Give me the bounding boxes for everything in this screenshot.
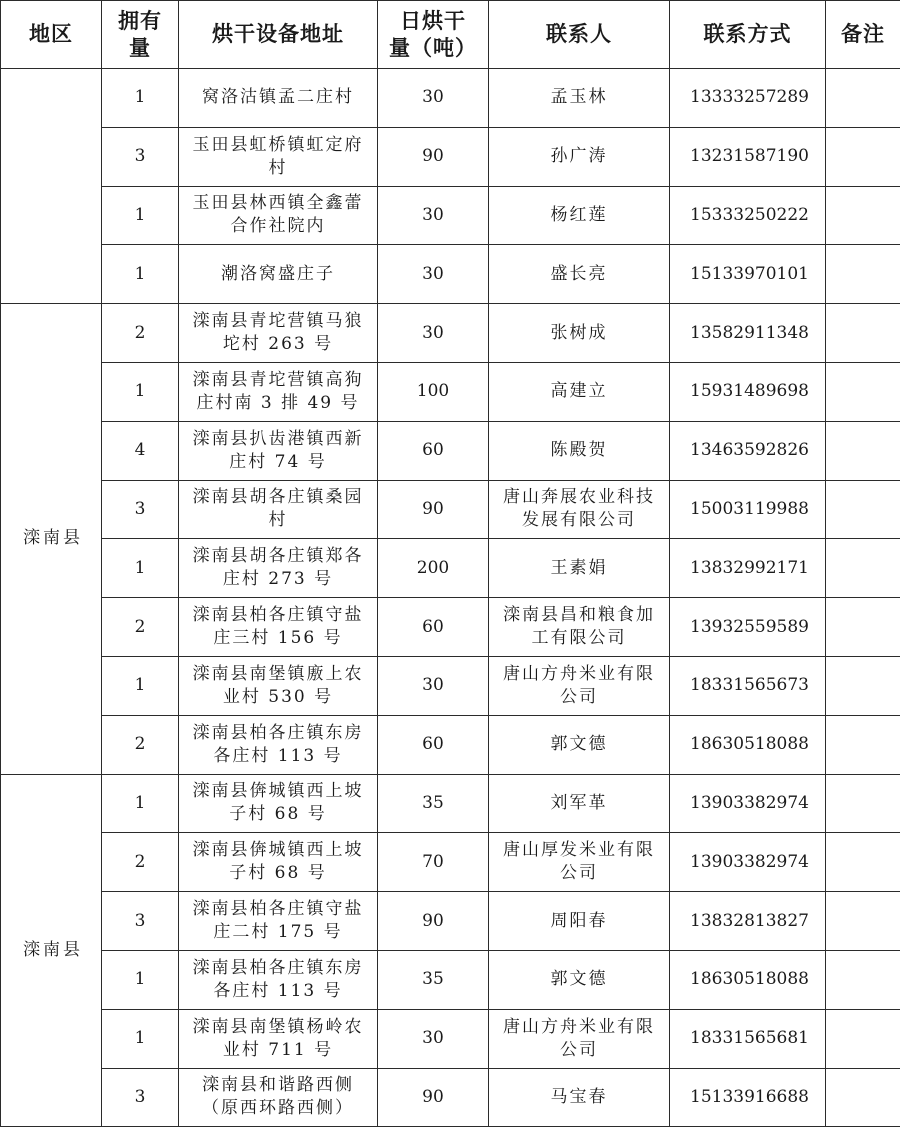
count-cell: 3: [102, 1068, 179, 1127]
header-capacity-line1: 日烘干: [400, 8, 466, 33]
table-row: [1, 892, 900, 951]
count-cell: 3: [102, 892, 179, 951]
count-cell: 1: [102, 950, 179, 1009]
note-cell: [826, 304, 900, 363]
table-row: [1, 1068, 900, 1127]
count-cell: 2: [102, 715, 179, 774]
capacity-cell: 30: [378, 69, 489, 128]
contact-cell: 郭文德: [489, 950, 670, 1009]
address-cell: 滦南县青坨营镇高狗庄村南 3 排 49 号: [179, 362, 378, 421]
contact-cell: 刘军革: [489, 774, 670, 833]
address-cell: 滦南县柏各庄镇东房各庄村 113 号: [179, 715, 378, 774]
address-cell: 玉田县林西镇全鑫蕾合作社院内: [179, 186, 378, 245]
contact-cell: 高建立: [489, 362, 670, 421]
table-row: [1, 69, 900, 128]
phone-cell: 13932559589: [670, 598, 826, 657]
table-body: [1, 69, 900, 1127]
phone-cell: 15931489698: [670, 362, 826, 421]
phone-cell: 13903382974: [670, 774, 826, 833]
count-cell: 1: [102, 656, 179, 715]
table-row: [1, 304, 900, 363]
address-cell: 滦南县胡各庄镇桑园村: [179, 480, 378, 539]
contact-cell: 张树成: [489, 304, 670, 363]
phone-cell: 15333250222: [670, 186, 826, 245]
table-row: [1, 245, 900, 304]
address-cell: 滦南县胡各庄镇郑各庄村 273 号: [179, 539, 378, 598]
phone-cell: 13832992171: [670, 539, 826, 598]
phone-cell: 18331565681: [670, 1009, 826, 1068]
contact-cell: 孟玉林: [489, 69, 670, 128]
note-cell: [826, 127, 900, 186]
note-cell: [826, 1068, 900, 1127]
contact-cell: 郭文德: [489, 715, 670, 774]
count-cell: 3: [102, 480, 179, 539]
phone-cell: 18630518088: [670, 715, 826, 774]
table-header: [1, 1, 900, 69]
capacity-cell: 100: [378, 362, 489, 421]
phone-cell: 15133970101: [670, 245, 826, 304]
count-cell: 1: [102, 245, 179, 304]
header-address: 烘干设备地址: [179, 1, 378, 69]
count-cell: 1: [102, 69, 179, 128]
note-cell: [826, 186, 900, 245]
count-cell: 2: [102, 304, 179, 363]
header-region: 地区: [1, 1, 102, 69]
address-cell: 滦南县柏各庄镇守盐庄三村 156 号: [179, 598, 378, 657]
contact-cell: 周阳春: [489, 892, 670, 951]
note-cell: [826, 69, 900, 128]
capacity-cell: 90: [378, 892, 489, 951]
capacity-cell: 60: [378, 421, 489, 480]
note-cell: [826, 480, 900, 539]
phone-cell: 13333257289: [670, 69, 826, 128]
capacity-cell: 30: [378, 245, 489, 304]
table-row: [1, 774, 900, 833]
header-contact: 联系人: [489, 1, 670, 69]
header-note: 备注: [826, 1, 900, 69]
count-cell: 4: [102, 421, 179, 480]
contact-cell: 唐山奔展农业科技发展有限公司: [489, 480, 670, 539]
table-row: [1, 715, 900, 774]
header-count: [102, 1, 179, 69]
header-count-line1: 拥有: [118, 8, 162, 33]
capacity-cell: 30: [378, 656, 489, 715]
contact-cell: 杨红莲: [489, 186, 670, 245]
count-cell: 1: [102, 539, 179, 598]
table-row: [1, 1009, 900, 1068]
capacity-cell: 90: [378, 480, 489, 539]
capacity-cell: 70: [378, 833, 489, 892]
header-capacity: [378, 1, 489, 69]
header-phone: 联系方式: [670, 1, 826, 69]
phone-cell: 15133916688: [670, 1068, 826, 1127]
count-cell: 1: [102, 186, 179, 245]
capacity-cell: 60: [378, 715, 489, 774]
table-row: [1, 421, 900, 480]
table-row: [1, 480, 900, 539]
note-cell: [826, 656, 900, 715]
phone-cell: 13832813827: [670, 892, 826, 951]
capacity-cell: 90: [378, 127, 489, 186]
contact-cell: 盛长亮: [489, 245, 670, 304]
contact-cell: 唐山方舟米业有限公司: [489, 1009, 670, 1068]
address-cell: 滦南县柏各庄镇守盐庄二村 175 号: [179, 892, 378, 951]
address-cell: 潮洛窝盛庄子: [179, 245, 378, 304]
capacity-cell: 200: [378, 539, 489, 598]
table-row: [1, 833, 900, 892]
count-cell: 1: [102, 1009, 179, 1068]
phone-cell: 13231587190: [670, 127, 826, 186]
address-cell: 玉田县虹桥镇虹定府村: [179, 127, 378, 186]
contact-cell: 唐山厚发米业有限公司: [489, 833, 670, 892]
capacity-cell: 30: [378, 304, 489, 363]
address-cell: 滦南县南堡镇廒上农业村 530 号: [179, 656, 378, 715]
region-cell: [1, 69, 102, 304]
table-row: [1, 539, 900, 598]
capacity-cell: 90: [378, 1068, 489, 1127]
address-cell: 滦南县南堡镇杨岭农业村 711 号: [179, 1009, 378, 1068]
phone-cell: 15003119988: [670, 480, 826, 539]
note-cell: [826, 950, 900, 1009]
address-cell: 滦南县扒齿港镇西新庄村 74 号: [179, 421, 378, 480]
table-row: [1, 950, 900, 1009]
header-count-line2: 量: [129, 35, 151, 60]
table-row: [1, 127, 900, 186]
capacity-cell: 35: [378, 950, 489, 1009]
count-cell: 3: [102, 127, 179, 186]
capacity-cell: 60: [378, 598, 489, 657]
note-cell: [826, 421, 900, 480]
contact-cell: 孙广涛: [489, 127, 670, 186]
address-cell: 滦南县和谐路西侧（原西环路西侧）: [179, 1068, 378, 1127]
address-cell: 滦南县柏各庄镇东房各庄村 113 号: [179, 950, 378, 1009]
region-cell: 滦南县: [1, 774, 102, 1127]
count-cell: 1: [102, 774, 179, 833]
capacity-cell: 35: [378, 774, 489, 833]
table-row: [1, 598, 900, 657]
contact-cell: 马宝春: [489, 1068, 670, 1127]
address-cell: 窝洛沽镇孟二庄村: [179, 69, 378, 128]
header-row: [1, 1, 900, 69]
note-cell: [826, 892, 900, 951]
phone-cell: 13903382974: [670, 833, 826, 892]
note-cell: [826, 362, 900, 421]
contact-cell: 唐山方舟米业有限公司: [489, 656, 670, 715]
phone-cell: 18331565673: [670, 656, 826, 715]
note-cell: [826, 715, 900, 774]
capacity-cell: 30: [378, 186, 489, 245]
note-cell: [826, 833, 900, 892]
address-cell: 滦南县青坨营镇马狼坨村 263 号: [179, 304, 378, 363]
phone-cell: 18630518088: [670, 950, 826, 1009]
region-cell: 滦南县: [1, 304, 102, 774]
count-cell: 2: [102, 598, 179, 657]
phone-cell: 13582911348: [670, 304, 826, 363]
count-cell: 1: [102, 362, 179, 421]
count-cell: 2: [102, 833, 179, 892]
table-row: [1, 186, 900, 245]
header-capacity-line2: 量（吨）: [389, 35, 477, 60]
phone-cell: 13463592826: [670, 421, 826, 480]
table-row: [1, 656, 900, 715]
table-row: [1, 362, 900, 421]
note-cell: [826, 245, 900, 304]
contact-cell: 滦南县昌和粮食加工有限公司: [489, 598, 670, 657]
note-cell: [826, 774, 900, 833]
note-cell: [826, 1009, 900, 1068]
capacity-cell: 30: [378, 1009, 489, 1068]
address-cell: 滦南县倴城镇西上坡子村 68 号: [179, 833, 378, 892]
note-cell: [826, 598, 900, 657]
contact-cell: 王素娟: [489, 539, 670, 598]
note-cell: [826, 539, 900, 598]
address-cell: 滦南县倴城镇西上坡子村 68 号: [179, 774, 378, 833]
contact-cell: 陈殿贺: [489, 421, 670, 480]
